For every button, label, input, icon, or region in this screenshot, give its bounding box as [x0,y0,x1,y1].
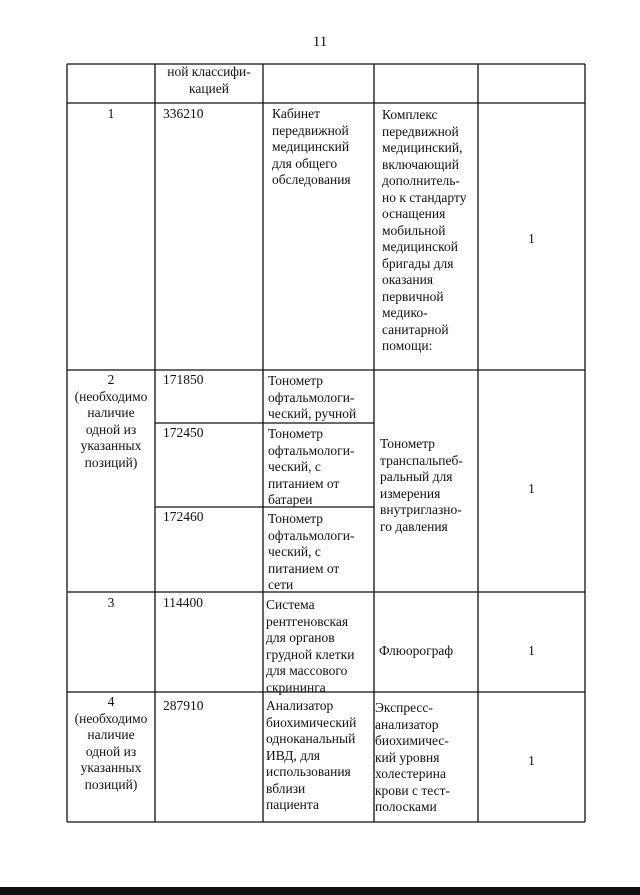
row-4-quantity: 1 [528,753,535,768]
row-2-requirement: Тонометр транспальпеб- ральный для измерения внутриглазно- го давления [380,436,463,534]
row-4-number: 4 (необходимо наличие одной из указанных позиций) [74,694,148,792]
row-1-code: 336210 [163,106,204,121]
page-number: 11 [312,34,328,50]
row-4-code: 287910 [163,698,204,713]
row-3-requirement: Флюорограф [379,643,454,658]
row-2-number: 2 (необходимо наличие одной из указанных позиций) [74,372,148,470]
row-1-quantity: 1 [528,231,535,246]
row-1-number: 1 [107,106,115,121]
row-2-name-2: Тонометр офтальмологи- ческий, с питанием от батареи [268,426,355,507]
row-2-code-3: 172460 [163,509,204,524]
row-3-name: Система рентгеновская для органов грудной клетки для массового скрининга [266,597,355,695]
row-2-name-1: Тонометр офтальмологи- ческий, ручной [268,373,357,421]
row-1-requirement: Комплекс передвижной медицинский, включающий дополнитель- но к стандарту оснащения мобильной медицинской бригады для оказания первичной медико- санитарной помощи: [382,107,467,353]
row-2-name-3: Тонометр офтальмологи- ческий, с питанием от сети [268,511,355,592]
row-3-number: 3 [107,595,115,610]
row-3-code: 114400 [163,595,203,610]
row-3-quantity: 1 [528,643,535,658]
row-2-code-2: 172450 [163,425,204,440]
row-2-quantity: 1 [528,481,535,496]
row-2-code-1: 171850 [163,372,204,387]
row-4-requirement: Экспресс- анализатор биохимичес- кий уровня холестерина крови с тест- полосками [375,700,451,814]
header-classification-fragment: ной классифи- кацией [167,64,251,96]
scan-edge [0,887,640,895]
row-4-name: Анализатор биохимический одноканальный ИВД, для использования вблизи пациента [266,698,357,812]
row-1-name: Кабинет передвижной медицинский для общего обследования [272,106,351,187]
